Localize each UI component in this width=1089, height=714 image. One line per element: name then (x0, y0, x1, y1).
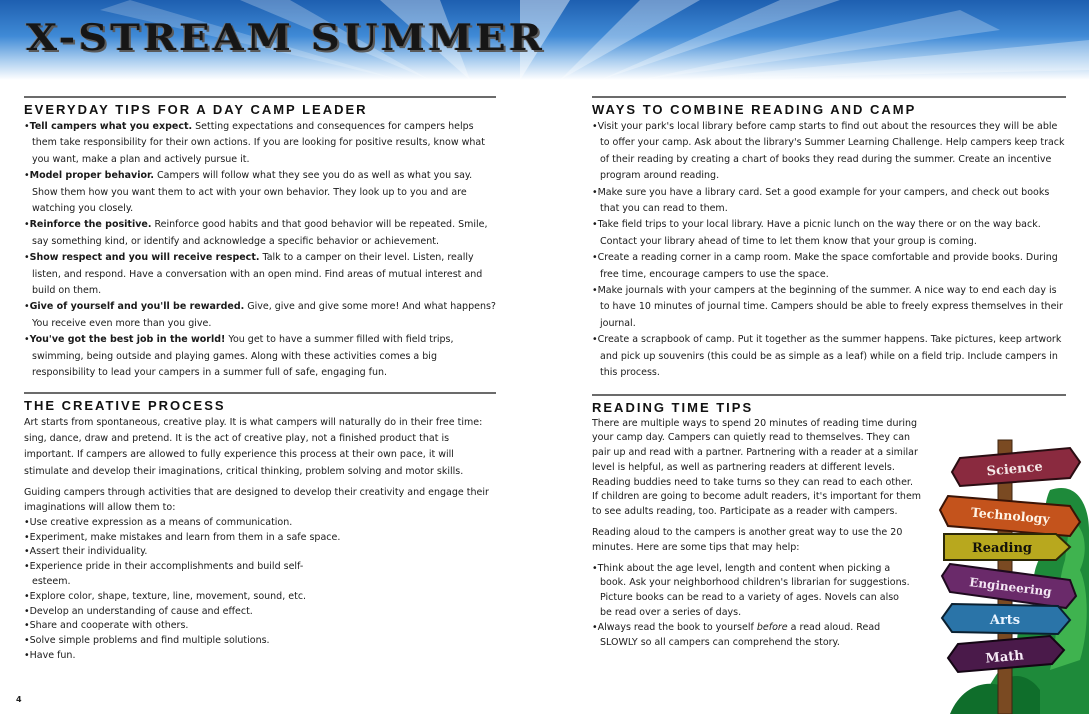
creative-lead: Guiding campers through activities that are designed to develop their creativity and engage their imaginations will allow them to: (24, 487, 489, 513)
list-item: • Create a reading corner in a camp room. Make the space comfortable and provide books. During free time, encourage campers to use the space. (592, 250, 1066, 283)
page-number-left: 4 (16, 695, 22, 704)
reading-aloud-tips (592, 562, 912, 651)
list-item: • Reinforce the positive. Reinforce good habits and that good behavior will be repeated. Smile, say something kind, or identify and acknowledge a specific behavior or achievement. (24, 217, 496, 250)
ways-list (592, 119, 1066, 382)
list-item: • Show respect and you will receive respect. Talk to a camper on their level. Listen, really listen, and respond. Have a conversation with an open mind. Find areas of mutual interest and build on them. (24, 250, 496, 299)
everyday-tips-heading: EVERYDAY TIPS FOR A DAY CAMP LEADER (24, 96, 496, 117)
sign-arts (942, 604, 1070, 634)
reading-intro: There are multiple ways to spend 20 minutes of reading time during your camp day. Campers can quietly read to themselves. They can pair up and read with a partner. Partnering with a reader at a similar level is helpful, as well as partnering readers at different levels. Reading buddies need to take turns so they can read to each other. If children are going to become adult readers, it's important for them to see adults reading, too. Participate as a reader with campers. (592, 417, 922, 518)
ways-heading: WAYS TO COMBINE READING AND CAMP (592, 96, 1066, 117)
list-item: • Experience pride in their accomplishments and build self-esteem. (24, 560, 496, 590)
list-item: • Think about the age level, length and content when picking a book. Ask your neighborhood children's librarian for suggestions. Picture books can be read to a variety of ages. Novels can also be read over a series of days. (592, 562, 912, 621)
creative-process-heading: THE CREATIVE PROCESS (24, 392, 496, 413)
list-item: • Solve simple problems and find multiple solutions. (24, 634, 496, 649)
list-item: • Make journals with your campers at the beginning of the summer. A nice way to end each day is to have 10 minutes of journal time. Campers should be able to freely express themselves in their journal. (592, 283, 1066, 332)
svg-text:Technology: Technology (970, 504, 1051, 527)
page-title: X-STREAM SUMMER (26, 15, 545, 60)
list-item: • Create a scrapbook of camp. Put it together as the summer happens. Take pictures, keep artwork and pick up souvenirs (this could be as simple as a leaf) while on a field trip. Include campers in this process. (592, 332, 1066, 381)
list-item: • Make sure you have a library card. Set a good example for your campers, and check out books that you can read to them. (592, 185, 1066, 218)
svg-text:Arts: Arts (989, 613, 1021, 628)
list-item: • Experiment, make mistakes and learn from them in a safe space. (24, 531, 496, 546)
sign-reading (944, 534, 1070, 560)
list-item: • Always read the book to yourself before a read aloud. Read SLOWLY so all campers can comprehend the story. (592, 621, 912, 651)
svg-text:Math: Math (984, 648, 1025, 667)
list-item: • Model proper behavior. Campers will follow what they see you do as well as what you say. Show them how you want them to act with your own behavior. They look up to you and are watching you closely. (24, 168, 496, 217)
svg-text:Science: Science (986, 459, 1044, 480)
list-item: • Visit your park's local library before camp starts to find out about the resources they will be able to offer your camp. Ask about the library's Summer Learning Challenge. Help campers keep track of their reading by creating a chart of books they read during the summer. Create an incentive program around reading. (592, 119, 1066, 185)
left-column (24, 96, 496, 664)
list-item: • Give of yourself and you'll be rewarded. Give, give and give some more! And what happens? You receive even more than you give. (24, 299, 496, 332)
list-item: • Use creative expression as a means of communication. (24, 516, 496, 531)
creative-list (24, 516, 496, 664)
signpost-illustration (930, 430, 1089, 714)
reading-aloud: Reading aloud to the campers is another great way to use the 20 minutes. Here are some tips that may help: (592, 527, 903, 553)
svg-text:Engineering: Engineering (968, 575, 1053, 600)
creative-intro: Art starts from spontaneous, creative play. It is what campers will naturally do in their free time: sing, dance, draw and pretend. It is the act of creative play, not a finished product that is important. If campers are allowed to fully experience this process at their own pace, it will stimulate and develop their imaginations, critical thinking, problem solving and motor skills. (24, 416, 483, 477)
reading-tips-heading: READING TIME TIPS (592, 394, 1066, 415)
list-item: • Share and cooperate with others. (24, 619, 496, 634)
list-item: • Take field trips to your local library. Have a picnic lunch on the way there or on the way back. Contact your library ahead of time to let them know that your group is coming. (592, 217, 1066, 250)
svg-text:Reading: Reading (971, 541, 1033, 556)
list-item: • Have fun. (24, 649, 496, 664)
list-item: • Develop an understanding of cause and effect. (24, 605, 496, 620)
list-item: • Explore color, shape, texture, line, movement, sound, etc. (24, 590, 496, 605)
list-item: • You've got the best job in the world! You get to have a summer filled with field trips, swimming, being outside and playing games. Along with these activities comes a big responsibility to lead your campers in a summer full of safe, engaging fun. (24, 332, 496, 381)
everyday-tips-list (24, 119, 496, 382)
header-banner (0, 0, 1089, 80)
sign-science (952, 448, 1080, 486)
list-item: • Assert their individuality. (24, 545, 496, 560)
list-item: • Tell campers what you expect. Setting expectations and consequences for campers helps them take responsibility for their own actions. If you are looking for positive results, know what you want, make a plan and actively pursue it. (24, 119, 496, 168)
